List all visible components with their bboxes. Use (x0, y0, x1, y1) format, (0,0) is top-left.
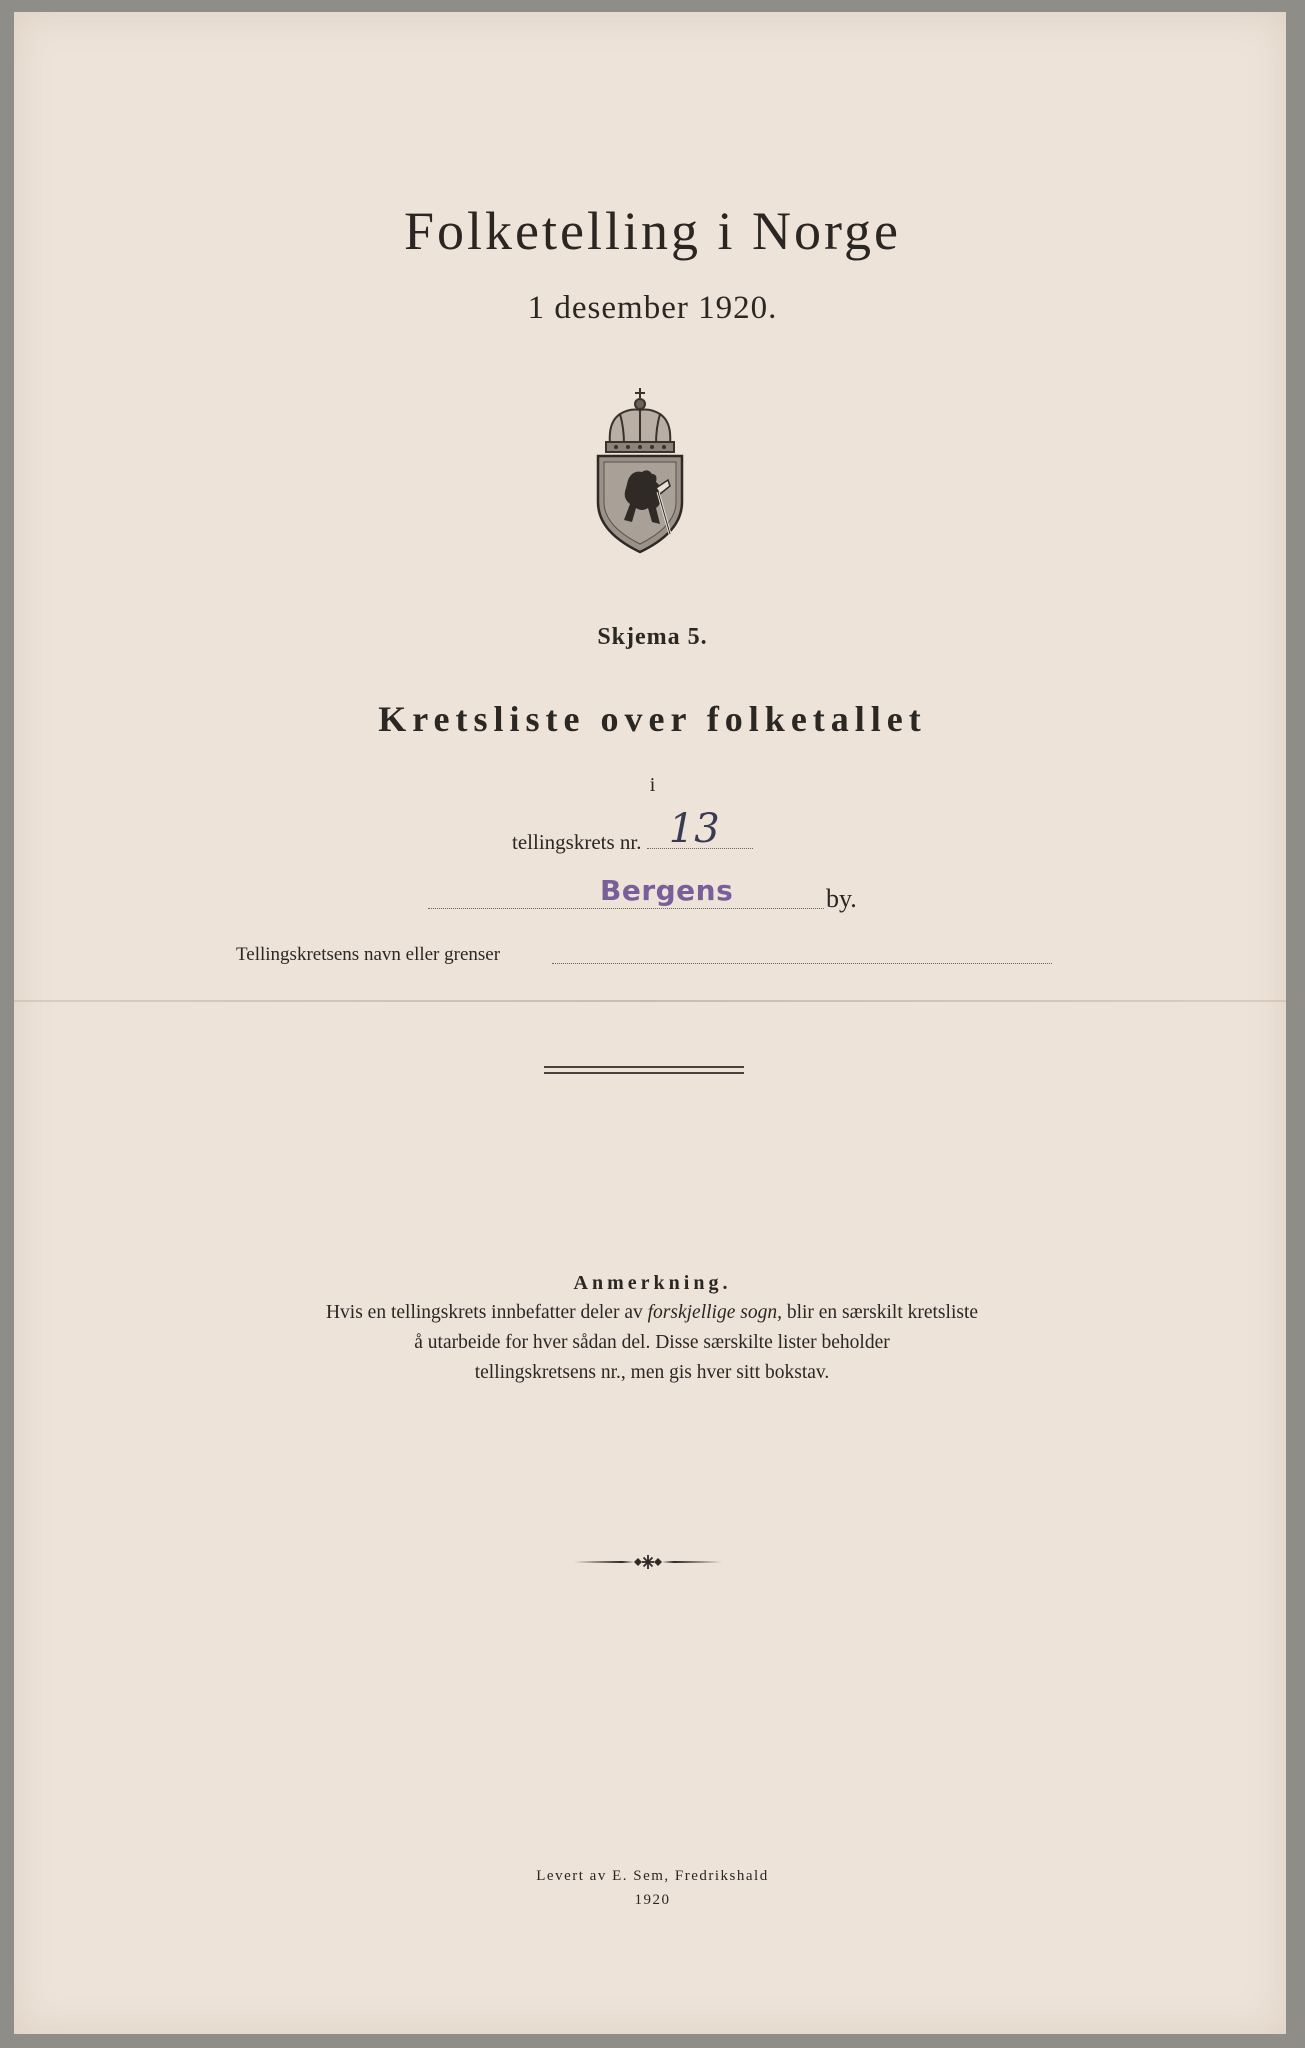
note-emphasis: forskjellige sogn, (647, 1302, 782, 1323)
note-line-1: Hvis en tellingskrets innbefatter deler av forskjellige sogn, blir en særskilt kretsliste (325, 1302, 979, 1323)
note-body (260, 1298, 1044, 1388)
note-line-2: å utarbeide for hver sådan del. Disse særskilte lister beholder (414, 1332, 890, 1353)
preposition-text: i (649, 774, 656, 796)
city-name-stamp: Bergens (600, 874, 734, 907)
schema-number: Skjema 5. (597, 624, 708, 650)
divider-rule-bottom (544, 1072, 744, 1074)
district-number-label: tellingskrets nr. (512, 830, 642, 854)
census-district-row (512, 806, 753, 855)
form-title: Folketelling i Norge (404, 201, 901, 261)
paper-fold (14, 1000, 1286, 1002)
district-number-field[interactable] (647, 806, 753, 852)
divider-rule-top (544, 1066, 744, 1068)
district-boundary-field[interactable] (552, 963, 1052, 964)
form-heading: Kretsliste over folketallet (378, 699, 927, 739)
census-date: 1 desember 1920. (527, 290, 778, 326)
note-line-3: tellingskretsens nr., men gis hver sitt bokstav. (474, 1362, 830, 1383)
note-heading: Anmerkning. (573, 1272, 732, 1294)
ornament-divider-icon (572, 1552, 724, 1572)
printer-year: 1920 (634, 1892, 671, 1908)
district-boundary-label: Tellingskretsens navn eller grenser (236, 944, 501, 965)
coat-of-arms-icon (594, 384, 686, 556)
city-suffix: by. (826, 884, 857, 913)
district-number-handwritten: 13 (668, 806, 720, 852)
printer-name: Levert av E. Sem, Fredrikshald (536, 1868, 769, 1884)
printer-imprint (0, 1864, 1305, 1912)
